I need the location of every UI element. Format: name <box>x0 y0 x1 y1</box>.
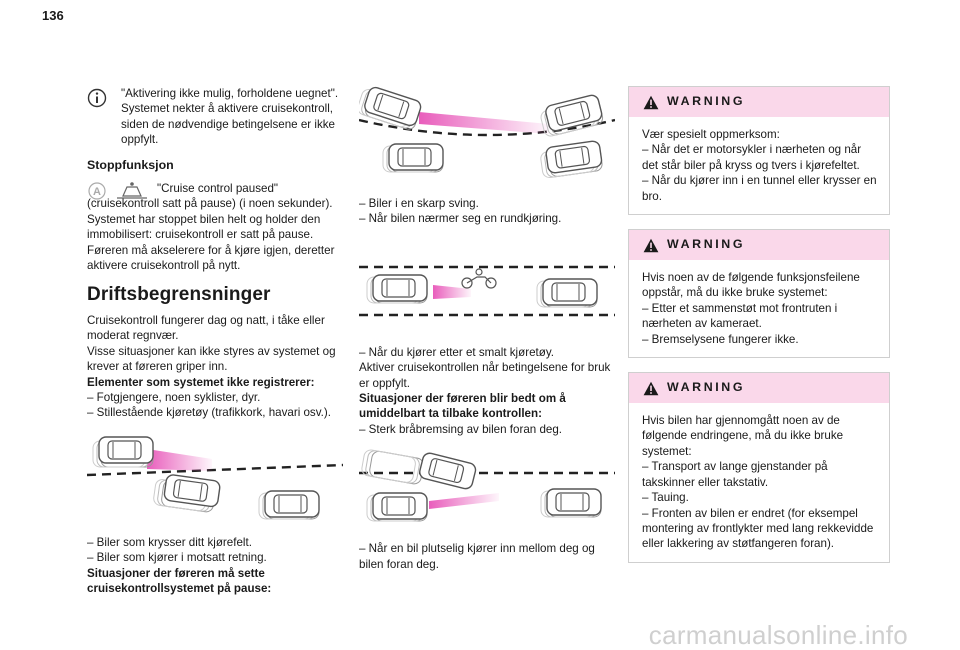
cut-in-illustration <box>359 447 615 529</box>
list-item: – Når du kjører etter et smalt kjøretøy. <box>359 345 554 359</box>
cc-paused-text: "Cruise control paused" (cruisekontroll satt på pause) (i noen sekunder). <box>87 182 333 211</box>
warning-line: Vær spesielt oppmerksom: <box>642 128 780 141</box>
warning-header <box>629 87 889 117</box>
watermark: carmanualsonline.info <box>648 619 908 650</box>
info-note <box>87 86 343 148</box>
list-item: – Stillestående kjøretøy (trafikkork, havari osv.). <box>87 406 331 420</box>
list-item: – Når en bil plutselig kjører inn mellom deg og bilen foran deg. <box>359 542 595 571</box>
warning-line: – Bremselysene fungerer ikke. <box>642 332 799 346</box>
warning-line: – Fronten av bilen er endret (for eksempel montering av frontlykter med lang rekkevidde eller lakkering av støtfangeren foran). <box>642 506 874 551</box>
warning-line: Hvis noen av de følgende funksjonsfeilene oppstår, må du ikke bruke systemet: <box>642 271 860 300</box>
column-1 <box>87 86 343 596</box>
warning-triangle-icon <box>643 238 659 253</box>
warning-line: – Når det er motorsykler i nærheten og når det står biler på kryss og tvers i kjørefeltet. <box>642 143 862 172</box>
stop-line-2: Systemet har stoppet bilen helt og holder den immobilisert: cruisekontroll er satt på pause. <box>87 212 321 242</box>
not-detected-heading: Elementer som systemet ikke registrerer: <box>87 375 315 389</box>
warning-title: WARNING <box>667 380 746 395</box>
column-2 <box>359 84 615 572</box>
motorcycle-icon <box>462 269 496 288</box>
warning-header <box>629 373 889 403</box>
warning-title: WARNING <box>667 94 746 109</box>
narrow-note: Aktiver cruisekontrollen når betingelsene for bruk er oppfylt. <box>359 361 611 390</box>
warning-box-2 <box>628 229 890 358</box>
warning-box-1 <box>628 86 890 215</box>
crossing-traffic-illustration <box>87 431 343 523</box>
pause-heading: Situasjoner der føreren må sette cruisekontrollsystemet på pause: <box>87 566 272 595</box>
limits-line-1: Cruisekontroll fungerer dag og natt, i tåke eller moderat regnvær. <box>87 313 325 343</box>
warning-line: – Transport av lange gjenstander på takskinner eller takstativ. <box>642 460 828 489</box>
limits-line-2: Visse situasjoner kan ikke styres av systemet og krever at føreren griper inn. <box>87 344 336 374</box>
column-3 <box>628 86 890 577</box>
list-item: – Biler som krysser ditt kjørefelt. <box>87 535 252 549</box>
warning-header <box>629 230 889 260</box>
cruise-control-paused-icon <box>87 181 153 201</box>
warning-box-3 <box>628 372 890 563</box>
list-item: – Sterk bråbremsing av bilen foran deg. <box>359 422 563 436</box>
takeover-heading: Situasjoner der føreren blir bedt om å umiddelbart ta tilbake kontrollen: <box>359 392 566 421</box>
cc-paused-row <box>87 181 343 212</box>
sharp-curve-illustration <box>359 84 615 184</box>
warning-triangle-icon <box>643 95 659 110</box>
list-item: – Biler som kjører i motsatt retning. <box>87 551 267 565</box>
stop-line-3: Føreren må akselerere for å kjøre igjen, deretter aktivere cruisekontroll på nytt. <box>87 243 335 273</box>
page-number: 136 <box>42 8 64 23</box>
info-text: "Aktivering ikke mulig, forholdene uegnet". Systemet nekter å aktivere cruisekontroll, siden de nødvendige betingelsene er ikke oppfylt. <box>121 87 339 147</box>
warning-triangle-icon <box>643 381 659 396</box>
list-item: – Når bilen nærmer seg en rundkjøring. <box>359 212 562 226</box>
narrow-vehicle-illustration <box>359 255 615 329</box>
list-item: – Biler i en skarp sving. <box>359 197 479 210</box>
section-title: Driftsbegrensninger <box>87 284 271 306</box>
warning-line: – Når du kjører inn i en tunnel eller krysser en bro. <box>642 174 877 203</box>
list-item: – Fotgjengere, noen syklister, dyr. <box>87 390 261 404</box>
svg-text:A: A <box>93 186 101 199</box>
warning-line: – Tauing. <box>642 491 689 505</box>
info-icon <box>87 88 107 108</box>
warning-line: Hvis bilen har gjennomgått noen av de følgende endringene, må du ikke bruke systemet: <box>642 414 844 458</box>
warning-line: – Etter et sammenstøt mot frontruten i nærheten av kameraet. <box>642 301 838 331</box>
stop-function-heading: Stoppfunksjon <box>87 157 174 172</box>
warning-title: WARNING <box>667 237 746 252</box>
